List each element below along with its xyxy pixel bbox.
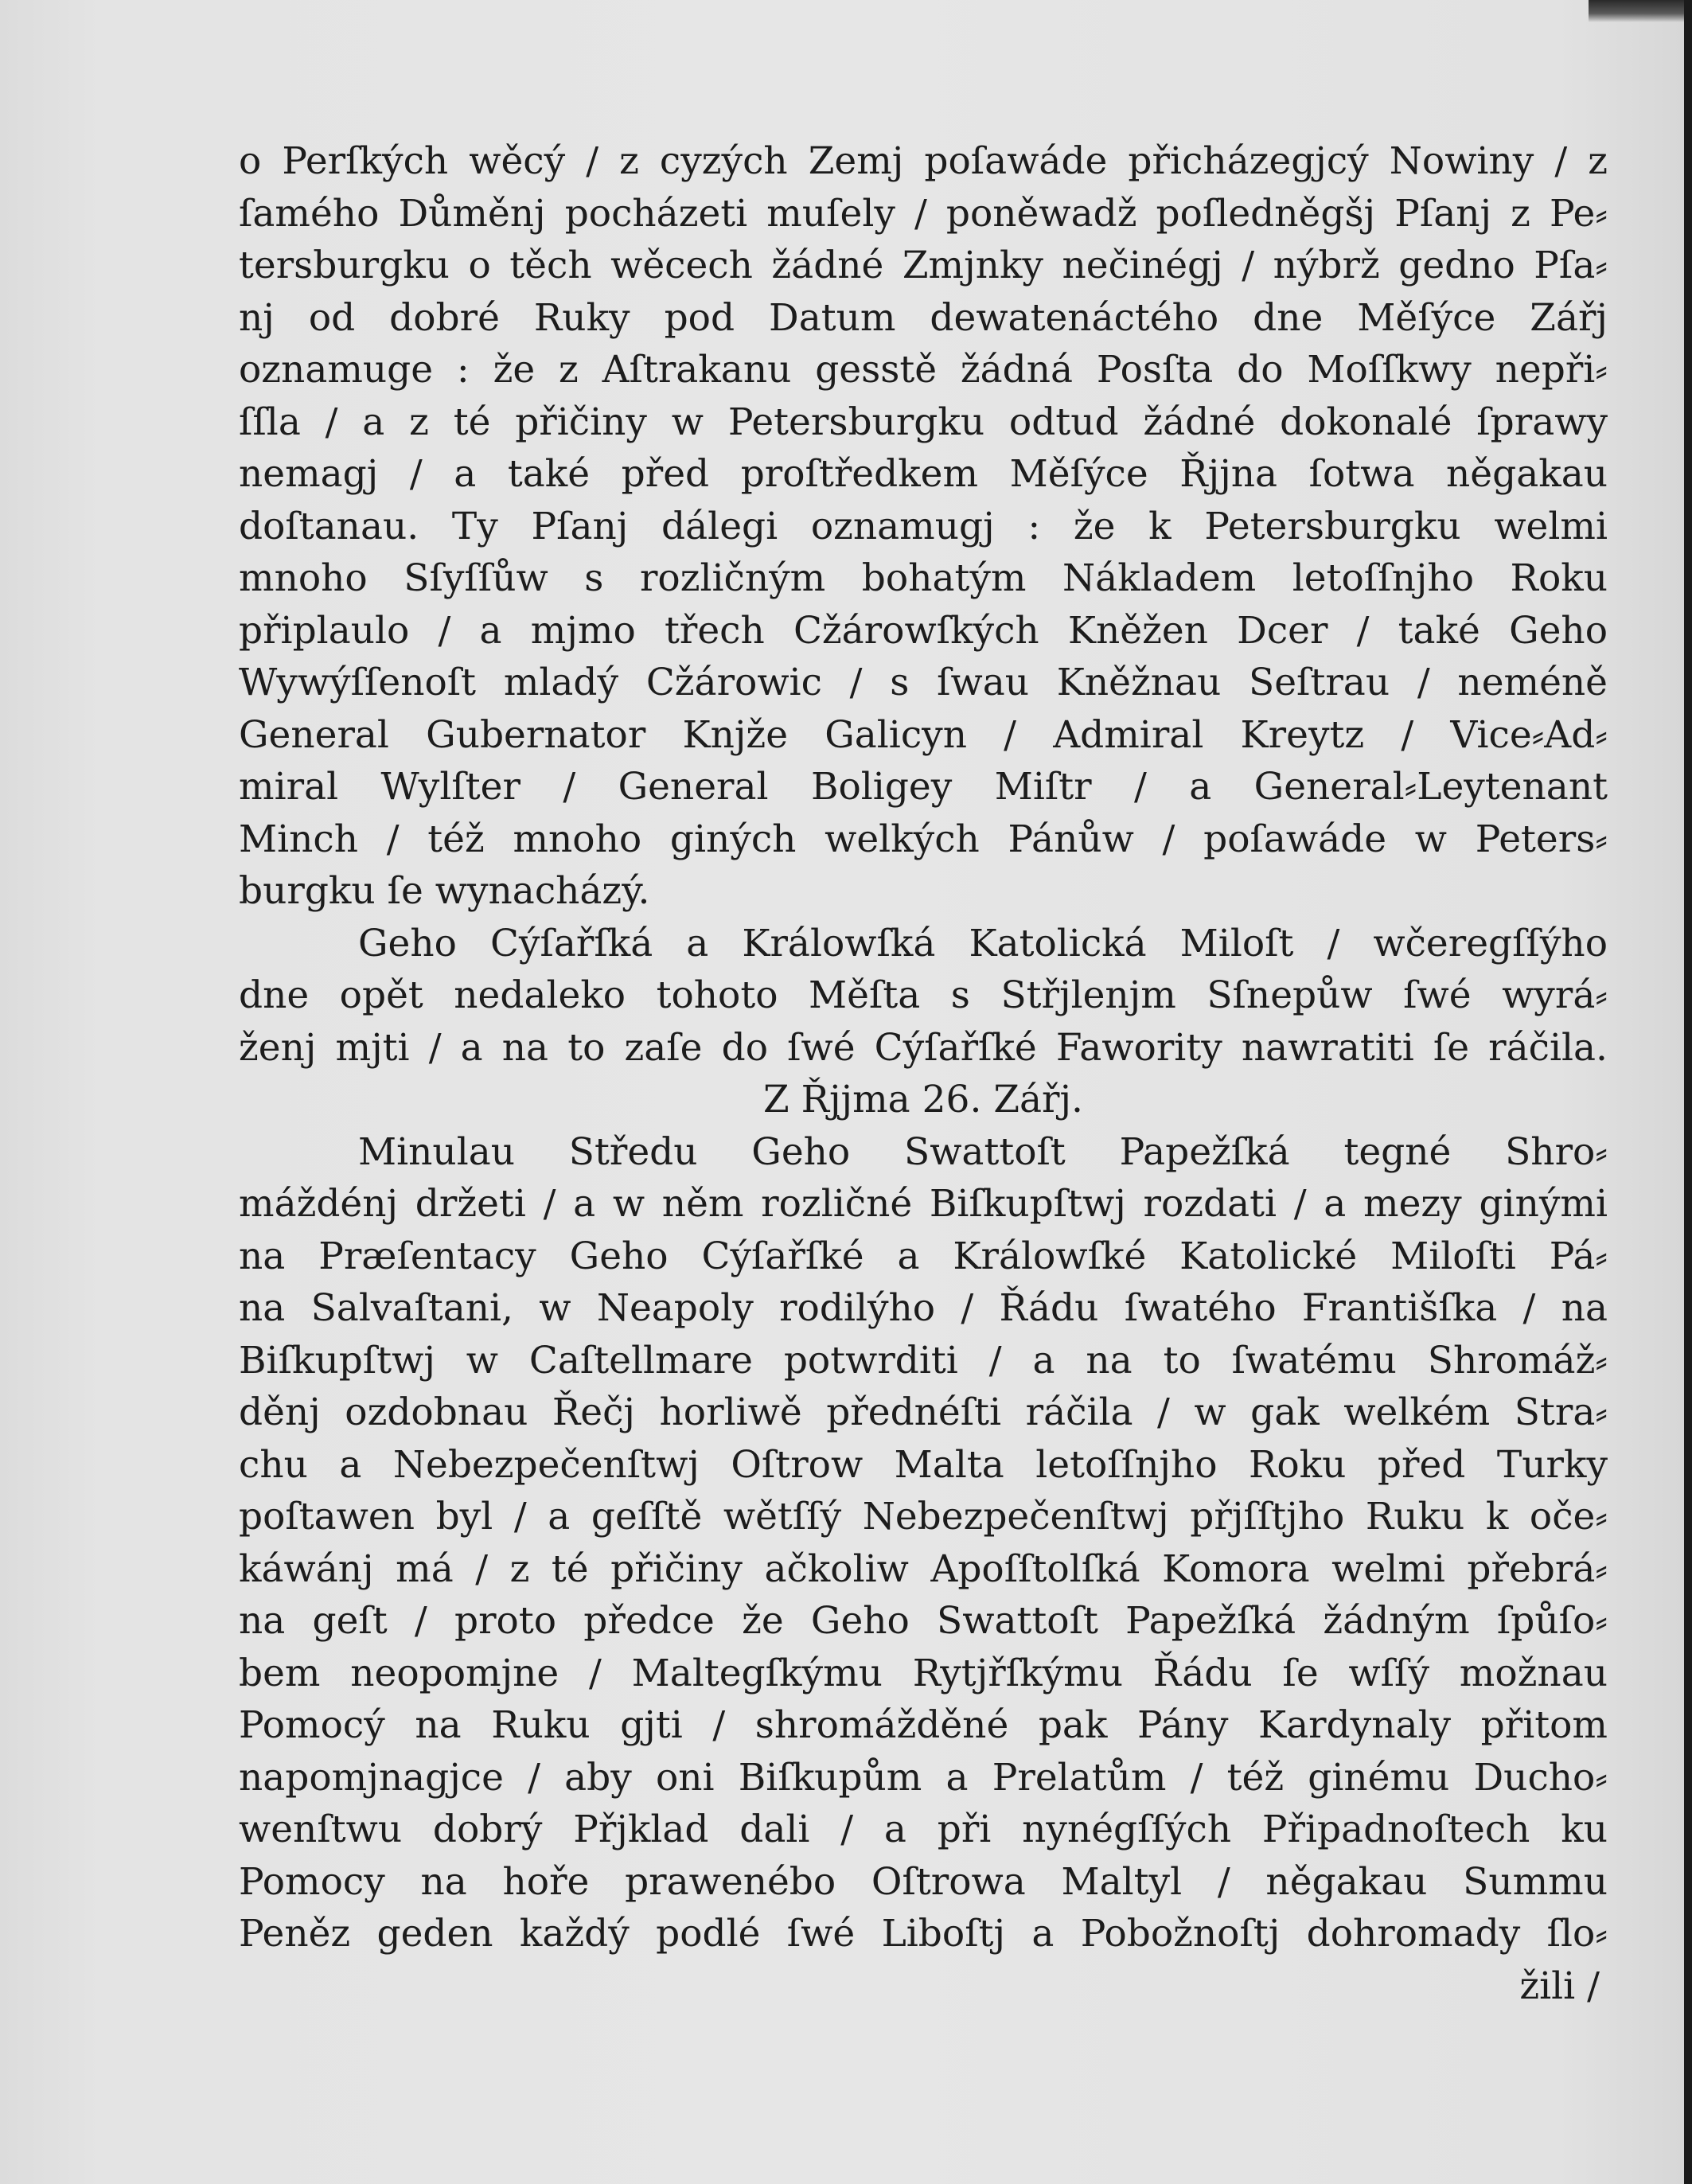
text-line: ſamého Důměnj pocházeti muſely / poněwadž poſledněgšj Pſanj z Pe⸗ bbox=[239, 191, 1608, 236]
text-line: poſtawen byl / a geſſtě wětſſý Nebezpečenſtwj přjſſtjho Ruku k oče⸗ bbox=[239, 1495, 1608, 1539]
paragraph-3 bbox=[239, 1126, 1608, 1960]
text-line: burgku ſe wynacházý. bbox=[239, 869, 650, 913]
text-line: Geho Cýſařſká a Králowſká Katolická Miloſt / wčeregſſýho bbox=[358, 921, 1608, 965]
text-line: máždénj držeti / a w něm rozličné Biſkupſtwj rozdati / a mezy ginými bbox=[239, 1182, 1608, 1226]
text-line: na Salvaſtani, w Neapoly rodilýho / Řádu ſwatého Františſka / na bbox=[239, 1286, 1608, 1330]
text-line: bem neopomjne / Maltegſkýmu Rytjřſkýmu Řádu ſe wſſý možnau bbox=[239, 1651, 1608, 1695]
text-line: připlaulo / a mjmo třech Cžárowſkých Kněžen Dcer / také Geho bbox=[239, 608, 1608, 653]
paragraph-2 bbox=[239, 918, 1608, 1074]
text-line: Pomocý na Ruku gjti / shromážděné pak Pány Kardynaly přitom bbox=[239, 1703, 1608, 1747]
paragraph-1 bbox=[239, 135, 1608, 918]
catchword: žili / bbox=[1519, 1964, 1600, 2008]
text-line: Biſkupſtwj w Caſtellmare potwrditi / a na to ſwatému Shromáž⸗ bbox=[239, 1338, 1608, 1383]
scan-corner-shadow bbox=[1589, 0, 1684, 22]
text-line: nemagj / a také před proſtředkem Měſýce Řjjna ſotwa něgakau bbox=[239, 452, 1608, 496]
text-line: na geſt / proto předce že Geho Swattoſt Papežſká žádným ſpůſo⸗ bbox=[239, 1599, 1608, 1643]
text-line: ſſla / a z té přičiny w Petersburgku odtud žádné dokonalé ſprawy bbox=[239, 400, 1608, 444]
printed-page bbox=[239, 135, 1608, 2157]
text-line: General Gubernator Knjže Galicyn / Admiral Kreytz / Vice⸗Ad⸗ bbox=[239, 712, 1608, 757]
text-line: nj od dobré Ruky pod Datum dewatenáctého dne Měſýce Zářj bbox=[239, 295, 1608, 340]
text-line: o Perſkých wěcý / z cyzých Zemj poſawáde přicházegjcý Nowiny / z bbox=[239, 139, 1608, 183]
text-line: Minulau Středu Geho Swattoſt Papežſká tegné Shro⸗ bbox=[358, 1129, 1608, 1174]
text-line: děnj ozdobnau Řečj horliwě přednéſti ráčila / w gak welkém Stra⸗ bbox=[239, 1390, 1608, 1434]
text-line: tersburgku o těch wěcech žádné Zmjnky nečinégj / nýbrž gedno Pſa⸗ bbox=[239, 244, 1608, 287]
dateline-heading: Z Řjjma 26. Zářj. bbox=[762, 1078, 1083, 1121]
text-line: Minch / též mnoho giných welkých Pánůw / poſawáde w Peters⸗ bbox=[239, 817, 1608, 861]
text-line: miral Wylſter / General Boligey Miſtr / a General⸗Leytenant bbox=[239, 765, 1608, 809]
text-line: chu a Nebezpečenſtwj Oſtrow Malta letoſſnjho Roku před Turky bbox=[239, 1442, 1608, 1487]
text-line: wenſtwu dobrý Přjklad dali / a při nynégſſých Připadnoſtech ku bbox=[239, 1808, 1608, 1851]
text-line: napomjnagjce / aby oni Biſkupům a Prelatům / též ginému Ducho⸗ bbox=[239, 1755, 1608, 1800]
text-line: dne opět nedaleko tohoto Měſta s Střjlenjm Sſnepůw ſwé wyrá⸗ bbox=[239, 973, 1608, 1017]
text-line: Wywýſſenoſt mladý Cžárowic / s ſwau Kněžnau Seſtrau / neméně bbox=[239, 661, 1608, 704]
scan-edge-shadow bbox=[1684, 0, 1692, 2184]
text-line: ženj mjti / a na to zaſe do ſwé Cýſařſké Fawority nawratiti ſe ráčila. bbox=[239, 1025, 1608, 1070]
text-line: na Præſentacy Geho Cýſařſké a Králowſké Katolické Miloſti Pá⸗ bbox=[239, 1234, 1608, 1278]
text-line: Pomocy na hoře prawenébo Oſtrowa Maltyl / něgakau Summu bbox=[239, 1859, 1608, 1904]
text-line: oznamuge : že z Aſtrakanu gesstě žádná Posſta do Moſſkwy nepři⸗ bbox=[239, 348, 1608, 392]
text-line: Peněz geden každý podlé ſwé Liboſtj a Pobožnoſtj dohromady ſlo⸗ bbox=[239, 1912, 1608, 1956]
text-line: doſtanau. Ty Pſanj dálegi oznamugj : že k Petersburgku welmi bbox=[239, 504, 1608, 548]
text-line: mnoho Sſyſſůw s rozličným bohatým Nákladem letoſſnjho Roku bbox=[239, 556, 1608, 600]
text-line: káwánj má / z té přičiny ačkoliw Apoſſtolſká Komora welmi přebrá⸗ bbox=[239, 1546, 1608, 1591]
